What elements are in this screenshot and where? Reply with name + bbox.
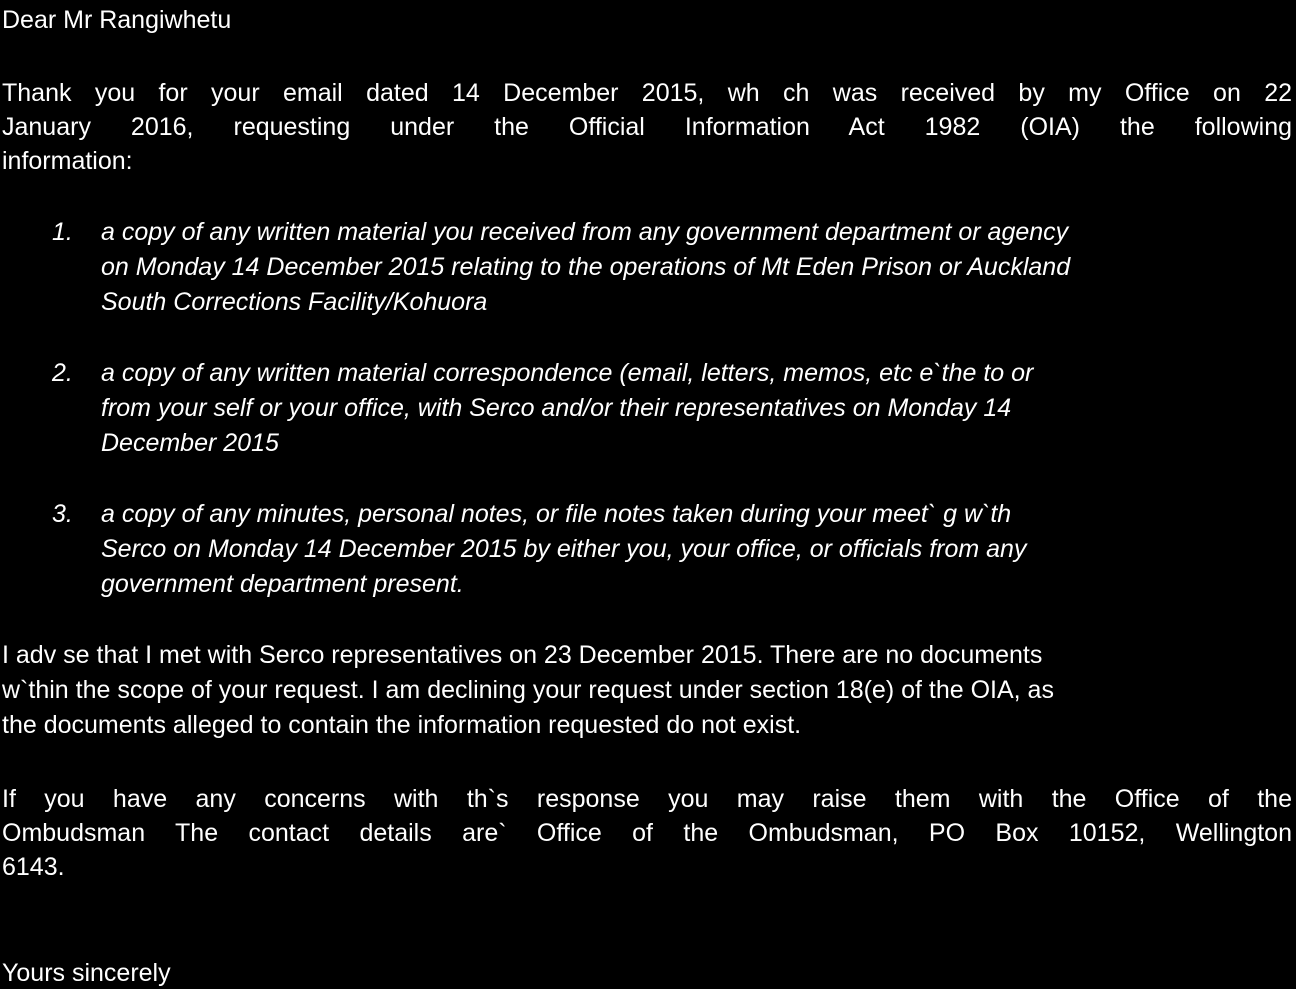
- list-item-line: South Corrections Facility/Kohuora: [101, 288, 488, 316]
- list-item-line: Serco on Monday 14 December 2015 by either you, your office, or officials from any: [101, 535, 1027, 563]
- list-item-line: on Monday 14 December 2015 relating to the operations of Mt Eden Prison or Auckland: [101, 253, 1071, 281]
- list-item-number: 1.: [52, 218, 73, 246]
- intro-line: Thank you for your email dated 14 December 2015, wh ch was received by my Office on 22: [2, 79, 1292, 107]
- response-line: w`thin the scope of your request. I am declining your request under section 18(e) of the OIA, as: [2, 676, 1054, 704]
- list-item-line: December 2015: [101, 429, 279, 457]
- list-item-number: 2.: [52, 359, 73, 387]
- list-item-line: government department present.: [101, 570, 464, 598]
- list-item-line: a copy of any written material you received from any government department or agency: [101, 218, 1069, 246]
- list-item-line: a copy of any written material correspondence (email, letters, memos, etc e`the to or: [101, 359, 1034, 387]
- list-item-line: a copy of any minutes, personal notes, or file notes taken during your meet` g w`th: [101, 500, 1012, 528]
- concerns-line: If you have any concerns with th`s response you may raise them with the Office of the: [2, 785, 1292, 813]
- closing: Yours sincerely: [2, 959, 171, 987]
- intro-line: January 2016, requesting under the Official Information Act 1982 (OIA) the following: [2, 113, 1292, 141]
- concerns-line: 6143.: [2, 853, 65, 881]
- response-line: the documents alleged to contain the information requested do not exist.: [2, 711, 802, 739]
- list-item-number: 3.: [52, 500, 73, 528]
- concerns-line: Ombudsman The contact details are` Office of the Ombudsman, PO Box 10152, Wellington: [2, 819, 1292, 847]
- salutation: Dear Mr Rangiwhetu: [2, 6, 232, 34]
- list-item-line: from your self or your office, with Serco and/or their representatives on Monday 14: [101, 394, 1012, 422]
- response-line: I adv se that I met with Serco representatives on 23 December 2015. There are no documents: [2, 641, 1043, 669]
- intro-line: information:: [2, 147, 133, 175]
